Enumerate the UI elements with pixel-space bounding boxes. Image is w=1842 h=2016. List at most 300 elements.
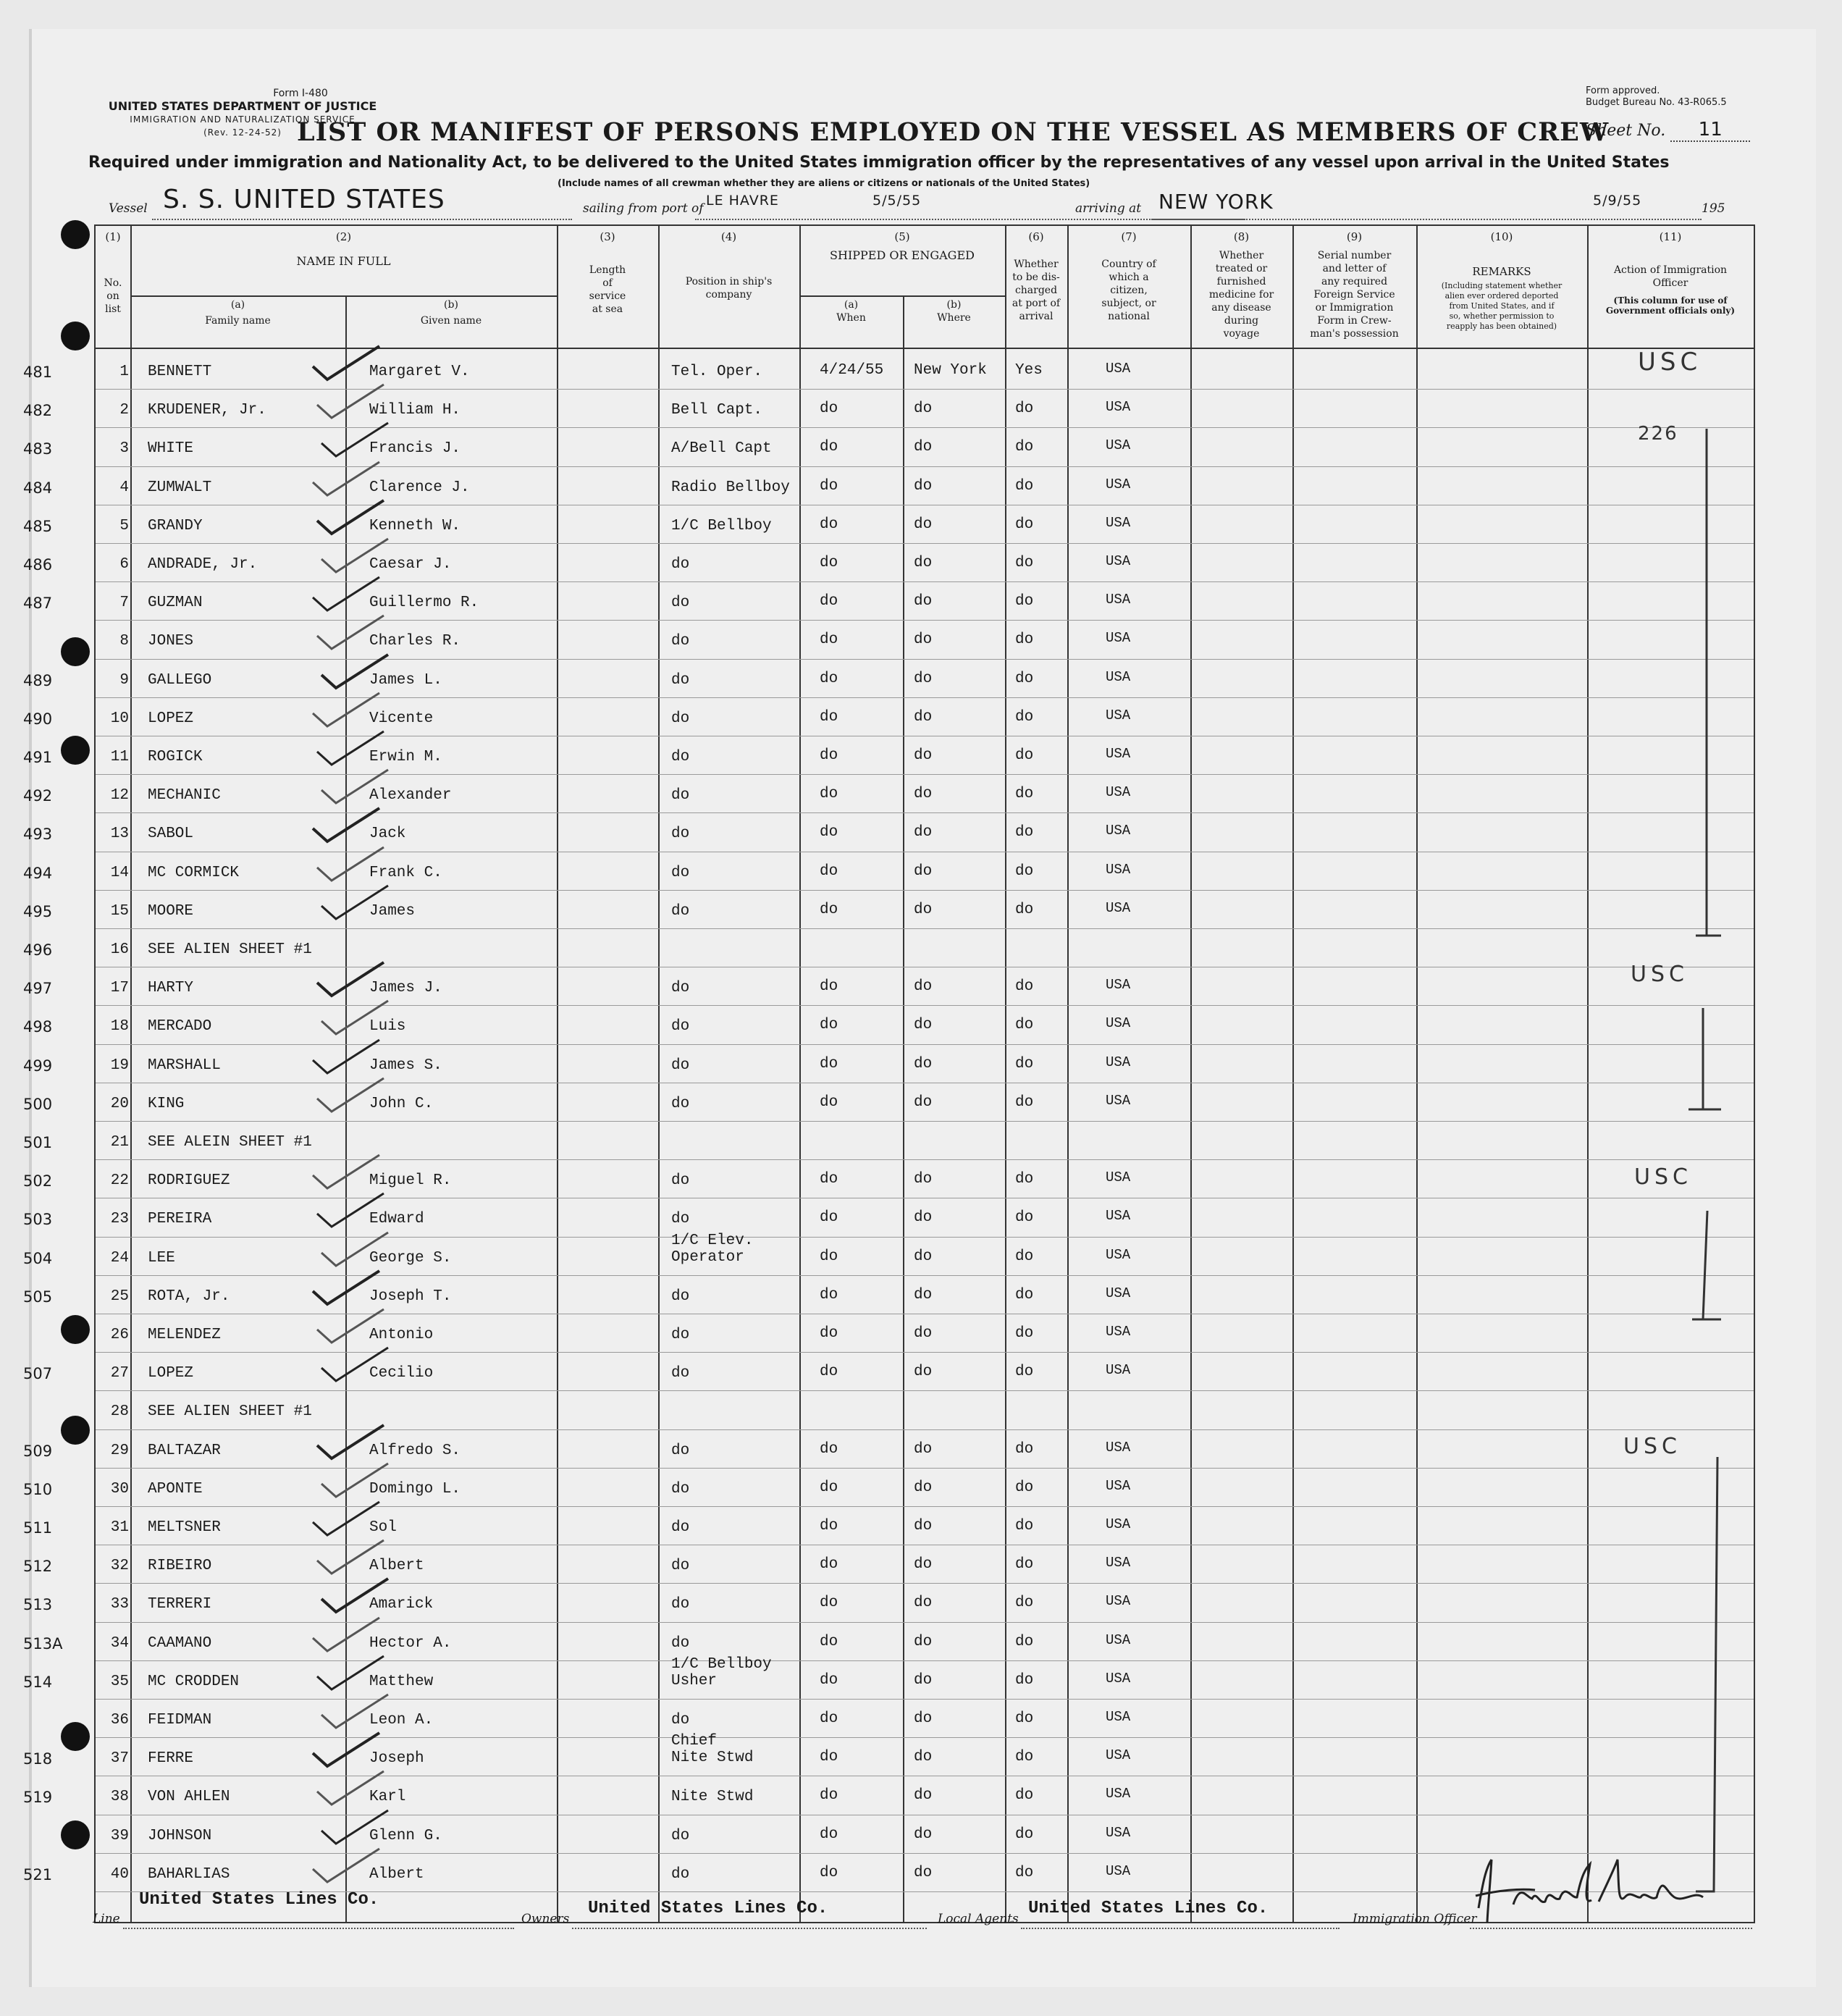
shipped-when-cell: do bbox=[820, 1248, 838, 1265]
family-name-cell: WHITE bbox=[148, 440, 194, 458]
shipped-where-cell: do bbox=[914, 901, 933, 918]
row-ref-number: 521 bbox=[23, 1865, 53, 1883]
shipped-when-cell: do bbox=[820, 708, 838, 726]
position-cell: 1/C Bellboy bbox=[671, 517, 772, 534]
col2-number: (2) bbox=[335, 230, 352, 243]
officer-label: Immigration Officer bbox=[1353, 1912, 1477, 1926]
country-cell: USA bbox=[1106, 861, 1131, 878]
position-cell: Tel. Oper. bbox=[671, 364, 763, 380]
position-cell bbox=[671, 1232, 753, 1266]
shipped-when-cell: do bbox=[820, 1055, 838, 1072]
row-list-number: 17 bbox=[110, 980, 129, 997]
form-revision: (Rev. 12-24-52) bbox=[203, 127, 282, 138]
department-name: UNITED STATES DEPARTMENT OF JUSTICE bbox=[108, 99, 377, 113]
given-name-cell: Erwin M. bbox=[369, 749, 442, 765]
col5-number: (5) bbox=[894, 230, 910, 243]
check-mark bbox=[307, 1498, 387, 1541]
col5a-number: (a) bbox=[844, 299, 859, 311]
col8-line: medicine for bbox=[1208, 289, 1274, 301]
col9-line: and letter of bbox=[1322, 263, 1387, 274]
given-name-cell: George S. bbox=[369, 1249, 452, 1267]
row-list-number: 39 bbox=[110, 1827, 129, 1844]
given-name-cell: Sol bbox=[369, 1519, 397, 1536]
shipped-where-cell: do bbox=[914, 1325, 933, 1342]
shipped-when-cell: do bbox=[820, 439, 838, 456]
given-name-cell: Alfredo S. bbox=[369, 1442, 461, 1459]
position-cell: do bbox=[671, 1827, 690, 1844]
family-name-cell: ANDRADE, Jr. bbox=[148, 556, 258, 573]
owners-label: Owners bbox=[521, 1912, 570, 1926]
col7-line: which a bbox=[1109, 272, 1149, 283]
punch-hole bbox=[61, 1416, 90, 1445]
col11-note-line: Government officials only) bbox=[1605, 306, 1736, 316]
row-ref-number: 505 bbox=[23, 1288, 53, 1306]
col5b-number: (b) bbox=[946, 299, 962, 311]
family-name-cell: SEE ALIEN SHEET #1 bbox=[148, 941, 312, 958]
shipped-when-cell: do bbox=[820, 1595, 838, 1612]
row-list-number: 23 bbox=[110, 1211, 129, 1228]
country-cell: USA bbox=[1106, 1824, 1131, 1841]
given-name-cell: Francis J. bbox=[369, 440, 461, 458]
discharged-cell: do bbox=[1015, 1710, 1034, 1727]
given-name-cell: John C. bbox=[369, 1095, 434, 1112]
given-name-cell: Miguel R. bbox=[369, 1172, 452, 1190]
given-name-cell: Kenneth W. bbox=[369, 517, 461, 534]
check-mark bbox=[307, 804, 387, 847]
check-mark bbox=[316, 1459, 395, 1503]
country-cell: USA bbox=[1106, 1169, 1131, 1186]
check-mark bbox=[307, 1036, 387, 1079]
shipped-where-cell: do bbox=[914, 439, 933, 456]
col10-header: REMARKS bbox=[1472, 265, 1531, 278]
discharged-cell: do bbox=[1015, 1209, 1034, 1227]
row-list-number: 19 bbox=[110, 1057, 129, 1074]
shipped-where-cell: do bbox=[914, 477, 933, 495]
col8-line: treated or bbox=[1215, 263, 1268, 274]
check-mark bbox=[311, 1767, 391, 1810]
row-list-number: 5 bbox=[119, 517, 129, 534]
position-cell: do bbox=[671, 556, 690, 573]
given-name-cell: James bbox=[369, 902, 416, 920]
row-ref-number: 496 bbox=[23, 941, 53, 959]
col3-line: service bbox=[589, 290, 626, 302]
row-ref-number: 491 bbox=[23, 749, 53, 766]
discharged-cell: do bbox=[1015, 1826, 1034, 1843]
officer-mark-usc: USC bbox=[1631, 962, 1688, 987]
row-ref-number: 513 bbox=[23, 1596, 53, 1614]
country-cell: USA bbox=[1106, 437, 1131, 454]
col3-number: (3) bbox=[600, 230, 615, 243]
officer-mark-usc: USC bbox=[1638, 348, 1702, 377]
family-name-cell: SABOL bbox=[148, 826, 194, 843]
check-mark bbox=[311, 1652, 391, 1695]
row-separator bbox=[96, 1390, 1754, 1391]
family-name-cell: BALTAZAR bbox=[148, 1442, 221, 1459]
col9-number: (9) bbox=[1346, 230, 1363, 243]
position-cell: do bbox=[671, 710, 690, 727]
discharged-cell: do bbox=[1015, 1787, 1034, 1805]
position-cell bbox=[671, 1733, 753, 1766]
budget-approval bbox=[1586, 85, 1727, 109]
shipped-where-cell: do bbox=[914, 1826, 933, 1843]
family-name-cell: HARTY bbox=[148, 980, 194, 997]
family-name-cell: MOORE bbox=[148, 902, 194, 920]
shipped-where-cell: do bbox=[914, 1595, 933, 1612]
given-name-cell: Leon A. bbox=[369, 1712, 434, 1729]
given-name-cell: Cecilio bbox=[369, 1365, 434, 1382]
country-cell: USA bbox=[1106, 1324, 1131, 1340]
family-name-cell: BAHARLIAS bbox=[148, 1865, 230, 1883]
col6-line: charged bbox=[1014, 285, 1058, 296]
arriving-label: arriving at bbox=[1075, 201, 1142, 216]
shipped-when-cell: do bbox=[820, 1749, 838, 1766]
discharged-cell: do bbox=[1015, 670, 1034, 687]
sheet-number bbox=[1586, 119, 1750, 142]
shipped-where-cell: do bbox=[914, 978, 933, 996]
position-cell: do bbox=[671, 1327, 690, 1343]
col2a-number: (a) bbox=[230, 299, 245, 311]
position-cell: do bbox=[671, 1634, 690, 1652]
given-name-cell: Amarick bbox=[369, 1596, 434, 1613]
row-list-number: 15 bbox=[110, 902, 129, 920]
row-list-number: 9 bbox=[119, 671, 129, 689]
row-list-number: 30 bbox=[110, 1480, 129, 1498]
officer-mark-usc: USC bbox=[1634, 1164, 1692, 1190]
position-cell bbox=[671, 1656, 772, 1689]
family-name-cell: RODRIGUEZ bbox=[148, 1172, 230, 1190]
row-ref-number: 482 bbox=[23, 402, 53, 420]
family-name-cell: MECHANIC bbox=[148, 787, 221, 805]
family-name-cell: SEE ALEIN SHEET #1 bbox=[148, 1134, 312, 1151]
given-name-cell: Margaret V. bbox=[369, 364, 470, 380]
col11-line: Action of Immigration bbox=[1613, 264, 1728, 276]
col11-line: Officer bbox=[1652, 277, 1688, 289]
check-mark bbox=[307, 342, 387, 385]
country-cell: USA bbox=[1106, 1516, 1131, 1532]
position-line: 1/C Elev. bbox=[671, 1232, 754, 1249]
shipped-when-cell: do bbox=[820, 631, 838, 649]
check-mark bbox=[316, 1343, 395, 1387]
col7-line: Country of bbox=[1101, 259, 1156, 270]
position-cell: do bbox=[671, 1288, 690, 1305]
shipped-where-cell: do bbox=[914, 1364, 933, 1381]
owners-underline bbox=[572, 1926, 927, 1929]
row-list-number: 22 bbox=[110, 1172, 129, 1190]
position-cell: do bbox=[671, 1558, 690, 1575]
family-name-cell: LOPEZ bbox=[148, 1365, 194, 1382]
country-cell: USA bbox=[1106, 668, 1131, 685]
check-mark bbox=[307, 1844, 387, 1888]
family-name-cell: GUZMAN bbox=[148, 595, 203, 612]
row-list-number: 13 bbox=[110, 826, 129, 843]
shipped-where-cell: do bbox=[914, 1671, 933, 1689]
officer-signature bbox=[1470, 1854, 1730, 1933]
shipped-where-cell: do bbox=[914, 1518, 933, 1534]
country-cell: USA bbox=[1106, 707, 1131, 723]
position-cell: A/Bell Capt bbox=[671, 440, 772, 458]
check-mark bbox=[316, 1574, 395, 1618]
check-mark bbox=[311, 1074, 391, 1117]
row-ref-number: 503 bbox=[23, 1211, 53, 1229]
check-mark bbox=[311, 727, 391, 770]
vessel-name: S. S. UNITED STATES bbox=[163, 185, 445, 214]
row-ref-number: 511 bbox=[23, 1519, 53, 1537]
col6-line: Whether bbox=[1014, 259, 1059, 270]
country-cell: USA bbox=[1106, 977, 1131, 994]
row-list-number: 33 bbox=[110, 1596, 129, 1613]
family-name-cell: KING bbox=[148, 1095, 185, 1112]
position-cell: do bbox=[671, 1442, 690, 1459]
col6-line: to be dis- bbox=[1012, 272, 1060, 283]
position-cell: do bbox=[671, 902, 690, 920]
shipped-where-cell: do bbox=[914, 516, 933, 533]
shipped-where-cell: do bbox=[914, 1556, 933, 1574]
discharged-cell: Yes bbox=[1015, 362, 1043, 379]
col-divider bbox=[1005, 226, 1006, 1922]
shipped-where-cell: do bbox=[914, 708, 933, 726]
position-cell: do bbox=[671, 1057, 690, 1074]
row-list-number: 8 bbox=[119, 633, 129, 650]
service-name: IMMIGRATION AND NATURALIZATION SERVICE bbox=[130, 114, 356, 125]
shipped-where-cell: do bbox=[914, 1286, 933, 1303]
family-name-cell: MELENDEZ bbox=[148, 1327, 221, 1343]
shipped-when-cell: 4/24/55 bbox=[820, 362, 884, 379]
col3-line: of bbox=[602, 277, 613, 289]
col8-line: any disease bbox=[1211, 302, 1271, 314]
shipped-where-cell: do bbox=[914, 1093, 933, 1111]
col5b-header: Where bbox=[937, 312, 971, 324]
row-ref-number: 507 bbox=[23, 1365, 53, 1383]
shipped-when-cell: do bbox=[820, 862, 838, 880]
position-cell: do bbox=[671, 1519, 690, 1536]
country-cell: USA bbox=[1106, 1208, 1131, 1225]
col8-header bbox=[1190, 249, 1292, 340]
given-name-cell: James S. bbox=[369, 1057, 442, 1074]
given-name-cell: Antonio bbox=[369, 1327, 434, 1343]
position-cell: do bbox=[671, 671, 690, 689]
col9-line: or Immigration bbox=[1315, 302, 1394, 314]
discharged-cell: do bbox=[1015, 1017, 1034, 1034]
given-name-cell: Albert bbox=[369, 1558, 424, 1575]
check-mark bbox=[316, 1228, 395, 1272]
row-list-number: 35 bbox=[110, 1673, 129, 1690]
col4-line: Position in ship's bbox=[685, 276, 773, 287]
shipped-where-cell: do bbox=[914, 670, 933, 687]
budget-bureau-text: Budget Bureau No. 43-R065.5 bbox=[1586, 97, 1727, 108]
country-cell: USA bbox=[1106, 1246, 1131, 1263]
shipped-where-cell: do bbox=[914, 1055, 933, 1072]
given-name-cell: Charles R. bbox=[369, 633, 461, 650]
family-name-cell: ROTA, Jr. bbox=[148, 1288, 230, 1305]
sailing-label: sailing from port of bbox=[583, 201, 704, 216]
shipped-subheader-line bbox=[799, 295, 1005, 297]
col3-line: at sea bbox=[592, 303, 623, 315]
country-cell: USA bbox=[1106, 784, 1131, 801]
check-mark bbox=[307, 1729, 387, 1772]
family-name-cell: MERCADO bbox=[148, 1018, 212, 1036]
country-cell: USA bbox=[1106, 1477, 1131, 1494]
col6-line: at port of bbox=[1012, 298, 1061, 309]
position-cell: do bbox=[671, 633, 690, 650]
given-name-cell: Edward bbox=[369, 1211, 424, 1228]
row-ref-number: 510 bbox=[23, 1480, 53, 1498]
col9-line: Form in Crew- bbox=[1317, 315, 1392, 327]
position-cell: do bbox=[671, 1018, 690, 1036]
country-cell: USA bbox=[1106, 592, 1131, 608]
row-list-number: 2 bbox=[119, 402, 129, 419]
position-line: Nite Stwd bbox=[671, 1750, 754, 1767]
officer-bracket-lines bbox=[1587, 226, 1754, 1922]
family-name-cell: BENNETT bbox=[148, 364, 212, 380]
shipped-where-cell: do bbox=[914, 824, 933, 841]
row-ref-number: 485 bbox=[23, 517, 53, 535]
discharged-cell: do bbox=[1015, 631, 1034, 649]
vessel-label: Vessel bbox=[109, 201, 148, 216]
check-mark bbox=[311, 1421, 391, 1464]
discharged-cell: do bbox=[1015, 747, 1034, 764]
row-list-number: 1 bbox=[119, 364, 129, 380]
position-cell: do bbox=[671, 1712, 690, 1729]
col10-number: (10) bbox=[1490, 230, 1513, 243]
given-name-cell: Matthew bbox=[369, 1673, 434, 1690]
shipped-when-cell: do bbox=[820, 1364, 838, 1381]
agents-value: United States Lines Co. bbox=[1028, 1899, 1269, 1918]
discharged-cell: do bbox=[1015, 1171, 1034, 1188]
col-divider bbox=[1292, 226, 1294, 1922]
col1-line: list bbox=[105, 303, 121, 315]
row-list-number: 16 bbox=[110, 941, 129, 958]
row-list-number: 24 bbox=[110, 1249, 129, 1267]
position-cell: do bbox=[671, 826, 690, 843]
col-divider bbox=[1067, 226, 1069, 1922]
row-list-number: 40 bbox=[110, 1865, 129, 1883]
discharged-cell: do bbox=[1015, 1286, 1034, 1303]
shipped-where-cell: do bbox=[914, 1864, 933, 1881]
line-value: United States Lines Co. bbox=[139, 1890, 379, 1910]
row-separator bbox=[96, 1121, 1754, 1122]
shipped-where-cell: do bbox=[914, 747, 933, 764]
manifest-subtitle: Required under immigration and Nationality Act, to be delivered to the United States immigration officer by the representatives of any vessel upon arrival in the United States bbox=[88, 154, 1670, 172]
country-cell: USA bbox=[1106, 1747, 1131, 1764]
discharged-cell: do bbox=[1015, 1518, 1034, 1534]
row-ref-number: 494 bbox=[23, 864, 53, 882]
given-name-cell: Hector A. bbox=[369, 1634, 452, 1652]
shipped-when-cell: do bbox=[820, 1171, 838, 1188]
check-mark bbox=[311, 611, 391, 655]
row-list-number: 26 bbox=[110, 1327, 129, 1343]
col1-line: on bbox=[106, 290, 119, 302]
given-name-cell: Domingo L. bbox=[369, 1480, 461, 1498]
check-mark bbox=[307, 1613, 387, 1657]
position-cell: do bbox=[671, 595, 690, 612]
shipped-where-cell: New York bbox=[914, 362, 987, 379]
given-name-cell: William H. bbox=[369, 402, 461, 419]
shipped-when-cell: do bbox=[820, 593, 838, 610]
discharged-cell: do bbox=[1015, 901, 1034, 918]
given-name-cell: Vicente bbox=[369, 710, 434, 727]
punch-hole bbox=[61, 322, 90, 350]
shipped-when-cell: do bbox=[820, 516, 838, 533]
row-ref-number: 492 bbox=[23, 787, 53, 805]
discharged-cell: do bbox=[1015, 1325, 1034, 1342]
discharged-cell: do bbox=[1015, 516, 1034, 533]
discharged-cell: do bbox=[1015, 1556, 1034, 1574]
shipped-when-cell: do bbox=[820, 786, 838, 803]
row-ref-number: 490 bbox=[23, 710, 53, 728]
row-ref-number: 498 bbox=[23, 1018, 53, 1036]
officer-mark-usc: USC bbox=[1623, 1434, 1681, 1459]
shipped-when-cell: do bbox=[820, 1671, 838, 1689]
shipped-when-cell: do bbox=[820, 1479, 838, 1496]
row-list-number: 4 bbox=[119, 479, 129, 496]
check-mark bbox=[316, 765, 395, 809]
discharged-cell: do bbox=[1015, 477, 1034, 495]
col3-header bbox=[557, 264, 658, 316]
row-list-number: 28 bbox=[110, 1403, 129, 1421]
discharged-cell: do bbox=[1015, 1440, 1034, 1458]
row-ref-number: 489 bbox=[23, 671, 53, 689]
position-cell: do bbox=[671, 1596, 690, 1613]
family-name-cell: GALLEGO bbox=[148, 671, 212, 689]
shipped-when-cell: do bbox=[820, 747, 838, 764]
col-divider bbox=[799, 226, 801, 1922]
row-ref-number: 501 bbox=[23, 1134, 53, 1151]
col9-line: man's possession bbox=[1310, 328, 1399, 340]
row-ref-number: 514 bbox=[23, 1673, 53, 1691]
shipped-when-cell: do bbox=[820, 901, 838, 918]
country-cell: USA bbox=[1106, 1709, 1131, 1725]
position-cell: Nite Stwd bbox=[671, 1789, 754, 1806]
row-ref-number: 484 bbox=[23, 479, 53, 497]
row-ref-number: 504 bbox=[23, 1249, 53, 1267]
col5-header: SHIPPED OR ENGAGED bbox=[830, 248, 975, 262]
shipped-when-cell: do bbox=[820, 1518, 838, 1534]
given-name-cell: Joseph T. bbox=[369, 1288, 452, 1305]
col2-header: NAME IN FULL bbox=[296, 254, 391, 268]
discharged-cell: do bbox=[1015, 1055, 1034, 1072]
country-cell: USA bbox=[1106, 361, 1131, 377]
col6-header bbox=[1005, 258, 1067, 323]
punch-hole bbox=[61, 736, 90, 765]
country-cell: USA bbox=[1106, 823, 1131, 839]
punch-hole bbox=[61, 220, 90, 249]
agents-underline bbox=[1021, 1926, 1340, 1929]
shipped-where-cell: do bbox=[914, 1248, 933, 1265]
col-divider bbox=[1190, 226, 1192, 1922]
country-cell: USA bbox=[1106, 1631, 1131, 1648]
check-mark bbox=[307, 573, 387, 616]
shipped-where-cell: do bbox=[914, 1209, 933, 1227]
given-name-cell: James L. bbox=[369, 671, 442, 689]
country-cell: USA bbox=[1106, 399, 1131, 416]
row-ref-number: 497 bbox=[23, 980, 53, 998]
shipped-when-cell: do bbox=[820, 670, 838, 687]
position-line: Operator bbox=[671, 1248, 744, 1266]
given-name-cell: James J. bbox=[369, 980, 442, 997]
row-ref-number: 487 bbox=[23, 595, 53, 613]
check-mark bbox=[311, 1536, 391, 1579]
row-list-number: 27 bbox=[110, 1365, 129, 1382]
country-cell: USA bbox=[1106, 1786, 1131, 1802]
shipped-when-cell: do bbox=[820, 1209, 838, 1227]
row-list-number: 14 bbox=[110, 864, 129, 881]
country-cell: USA bbox=[1106, 1670, 1131, 1687]
row-ref-number: 500 bbox=[23, 1095, 53, 1113]
position-line: Chief bbox=[671, 1733, 718, 1750]
row-ref-number: 493 bbox=[23, 826, 53, 844]
col10-note-line: (Including statement whether bbox=[1441, 281, 1563, 290]
shipped-when-cell: do bbox=[820, 1325, 838, 1342]
